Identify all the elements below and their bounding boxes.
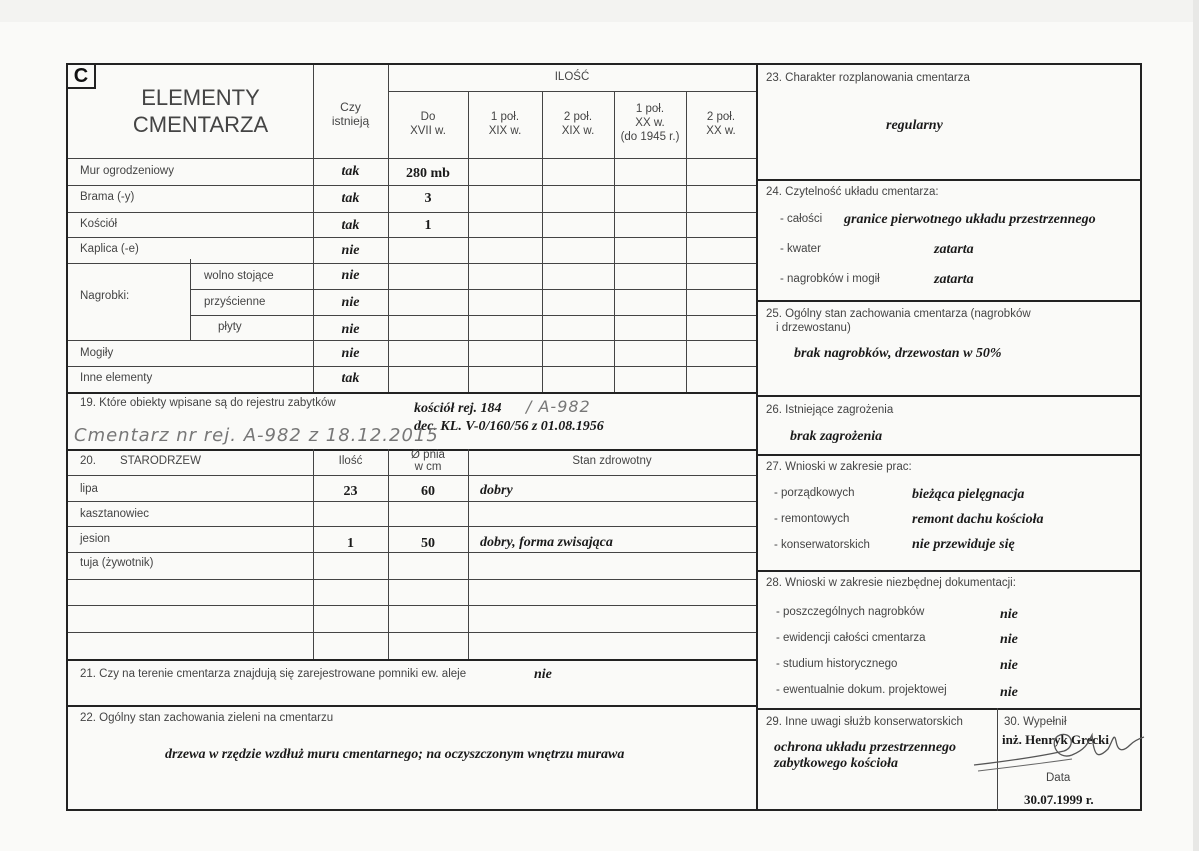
grid-line [190, 259, 191, 340]
period-4-l3: (do 1945 r.) [620, 131, 680, 143]
q21-answer: nie [534, 667, 552, 682]
cemetery-form-section-c [66, 63, 1142, 811]
q20-col-fi-l1: Ø pnia [411, 449, 445, 461]
grid-line [68, 705, 756, 707]
q27-row-label: - konserwatorskich [774, 539, 870, 551]
q22-answer: drzewa w rzędzie wzdłuż muru cmentarnego; na oczyszczonym wnętrzu murawa [165, 747, 625, 762]
q20-col-stan: Stan zdrowotny [572, 455, 652, 467]
q20-col-ilosc: Ilość [338, 455, 363, 467]
q26-label: 26. Istniejące zagrożenia [766, 404, 894, 416]
element-exists: nie [341, 295, 360, 310]
element-exists: nie [341, 346, 360, 361]
grid-line [68, 185, 756, 186]
q29-answer-line1: ochrona układu przestrzennego [774, 740, 957, 755]
tree-qty: 23 [343, 484, 358, 499]
q20-col-fi-l2: w cm [414, 461, 442, 473]
tree-qty: 1 [347, 536, 354, 551]
q29-label: 29. Inne uwagi służb konserwatorskich [766, 716, 963, 728]
period-2-l2: XIX w. [488, 125, 522, 137]
period-3-l2: XIX w. [561, 125, 595, 137]
element-exists: tak [341, 218, 360, 233]
grid-line [68, 237, 756, 238]
grid-line [68, 212, 756, 213]
section-letter-box: C [66, 63, 96, 89]
q19-answer-line2: dec. KL. V-0/160/56 z 01.08.1956 [414, 419, 604, 434]
element-exists: nie [341, 268, 360, 283]
q27-row-label: - porządkowych [774, 487, 855, 499]
grid-line [388, 91, 756, 92]
nagrobki-label: Nagrobki: [80, 290, 130, 302]
q29-answer-line2: zabytkowego kościoła [774, 756, 899, 771]
grid-line [68, 605, 756, 606]
q27-row-answer: nie przewiduje się [912, 537, 1015, 552]
q28-row-label: - studium historycznego [776, 658, 898, 670]
period-5-l2: XX w. [706, 125, 736, 137]
q24-row-answer: granice pierwotnego układu przestrzennego [844, 212, 1096, 227]
grid-line [468, 449, 469, 659]
element-label: Brama (-y) [80, 191, 135, 203]
tree-state: dobry, forma zwisająca [480, 535, 613, 550]
element-label: Mur ogrodzeniowy [80, 165, 174, 177]
element-label: Kaplica (-e) [80, 243, 139, 255]
q28-row-answer: nie [1000, 658, 1018, 673]
q30-name: inż. Henryk Grecki [1002, 732, 1110, 747]
element-exists: tak [341, 191, 360, 206]
title-line2: CMENTARZA [132, 112, 269, 137]
ilosc-header: ILOŚĆ [554, 71, 590, 83]
q24-row-answer: zatarta [934, 242, 974, 257]
period-1-l1: Do [420, 111, 436, 123]
grid-line [388, 449, 389, 659]
q25-label-line2: i drzewostanu) [776, 322, 851, 334]
q23-answer: regularny [886, 118, 943, 133]
grid-line [756, 300, 1142, 302]
element-qty: 1 [424, 218, 432, 233]
grid-line [190, 315, 756, 316]
tree-name: tuja (żywotnik) [80, 557, 154, 569]
q27-row-answer: bieżąca pielęgnacja [912, 487, 1025, 502]
grid-line [68, 659, 756, 661]
q30-label: 30. Wypełnił [1004, 716, 1067, 728]
q20-number: 20. [80, 455, 96, 467]
grid-line [68, 632, 756, 633]
title-line1: ELEMENTY [141, 85, 260, 110]
element-qty: 280 mb [406, 166, 450, 181]
element-exists: tak [341, 371, 360, 386]
tree-diameter: 50 [421, 536, 435, 551]
grid-line [68, 501, 756, 502]
period-1-l2: XVII w. [410, 125, 446, 137]
tree-name: jesion [80, 533, 111, 545]
q22-label: 22. Ogólny stan zachowania zieleni na cmentarzu [80, 712, 334, 724]
q27-row-answer: remont dachu kościoła [912, 512, 1044, 527]
q25-answer: brak nagrobków, drzewostan w 50% [794, 346, 1002, 361]
q26-answer: brak zagrożenia [790, 429, 883, 444]
grid-line [313, 449, 314, 659]
q19-answer-line1: kościół rej. 184 [414, 401, 502, 416]
period-5-l1: 2 poł. [706, 111, 736, 123]
q19-label: 19. Które obiekty wpisane są do rejestru zabytków [80, 397, 336, 409]
q24-row-label: - nagrobków i mogił [780, 273, 880, 285]
grid-line [756, 570, 1142, 572]
grid-line [68, 475, 756, 476]
element-label: wolno stojące [204, 270, 274, 282]
grid-line [756, 179, 1142, 181]
grid-line [756, 454, 1142, 456]
q24-row-label: - kwater [780, 243, 821, 255]
period-3-l1: 2 poł. [563, 111, 593, 123]
element-exists: nie [341, 243, 360, 258]
q28-row-answer: nie [1000, 607, 1018, 622]
element-label: Inne elementy [80, 372, 153, 384]
q24-label: 24. Czytelność układu cmentarza: [766, 186, 939, 198]
scan-right-edge [1193, 0, 1199, 851]
grid-line [68, 158, 756, 159]
grid-line [756, 395, 1142, 397]
grid-line [68, 366, 756, 367]
grid-line [68, 552, 756, 553]
element-label: Kościół [80, 218, 118, 230]
q28-row-label: - ewentualnie dokum. projektowej [776, 684, 947, 696]
period-2-l1: 1 poł. [490, 111, 520, 123]
tree-name: kasztanowiec [80, 508, 150, 520]
tree-name: lipa [80, 483, 98, 495]
q30-date-label: Data [1046, 772, 1071, 784]
q28-row-label: - ewidencji całości cmentarza [776, 632, 926, 644]
q30-date: 30.07.1999 r. [1024, 792, 1094, 807]
period-4-l2: XX w. [635, 117, 665, 129]
element-qty: 3 [424, 191, 432, 206]
period-4-l1: 1 poł. [635, 103, 665, 115]
q23-label: 23. Charakter rozplanowania cmentarza [766, 72, 970, 84]
element-exists: tak [341, 164, 360, 179]
q28-row-answer: nie [1000, 632, 1018, 647]
col-czy-line2: istnieją [331, 114, 370, 128]
q27-row-label: - remontowych [774, 513, 850, 525]
col-czy-line1: Czy [340, 100, 361, 114]
grid-line-center [756, 65, 758, 811]
q24-row-label: - całości [780, 213, 823, 225]
grid-line [756, 708, 1142, 710]
element-label: Mogiły [80, 347, 114, 359]
q19-pencil-note2: Cmentarz nr rej. A-982 z 18.12.2015 [74, 425, 439, 446]
q28-row-label: - poszczególnych nagrobków [776, 606, 925, 618]
q19-pencil-note1: / A-982 [526, 397, 591, 416]
scan-top-margin [0, 0, 1199, 22]
tree-diameter: 60 [421, 484, 435, 499]
grid-line [68, 340, 756, 341]
q28-label: 28. Wnioski w zakresie niezbędnej dokumentacji: [766, 577, 1016, 589]
tree-state: dobry [480, 483, 513, 498]
element-exists: nie [341, 322, 360, 337]
q20-title: STARODRZEW [120, 455, 201, 467]
q28-row-answer: nie [1000, 685, 1018, 700]
grid-line [190, 289, 756, 290]
handwritten-signature [968, 721, 1148, 783]
q27-label: 27. Wnioski w zakresie prac: [766, 461, 912, 473]
grid-line [68, 526, 756, 527]
q21-label: 21. Czy na terenie cmentarza znajdują się zarejestrowane pomniki ew. aleje [80, 668, 467, 680]
element-label: płyty [218, 321, 242, 333]
grid-line [68, 392, 756, 394]
grid-line [68, 263, 756, 264]
element-label: przyścienne [204, 296, 266, 308]
q24-row-answer: zatarta [934, 272, 974, 287]
grid-line [68, 579, 756, 580]
q25-label-line1: 25. Ogólny stan zachowania cmentarza (nagrobków [766, 308, 1031, 320]
